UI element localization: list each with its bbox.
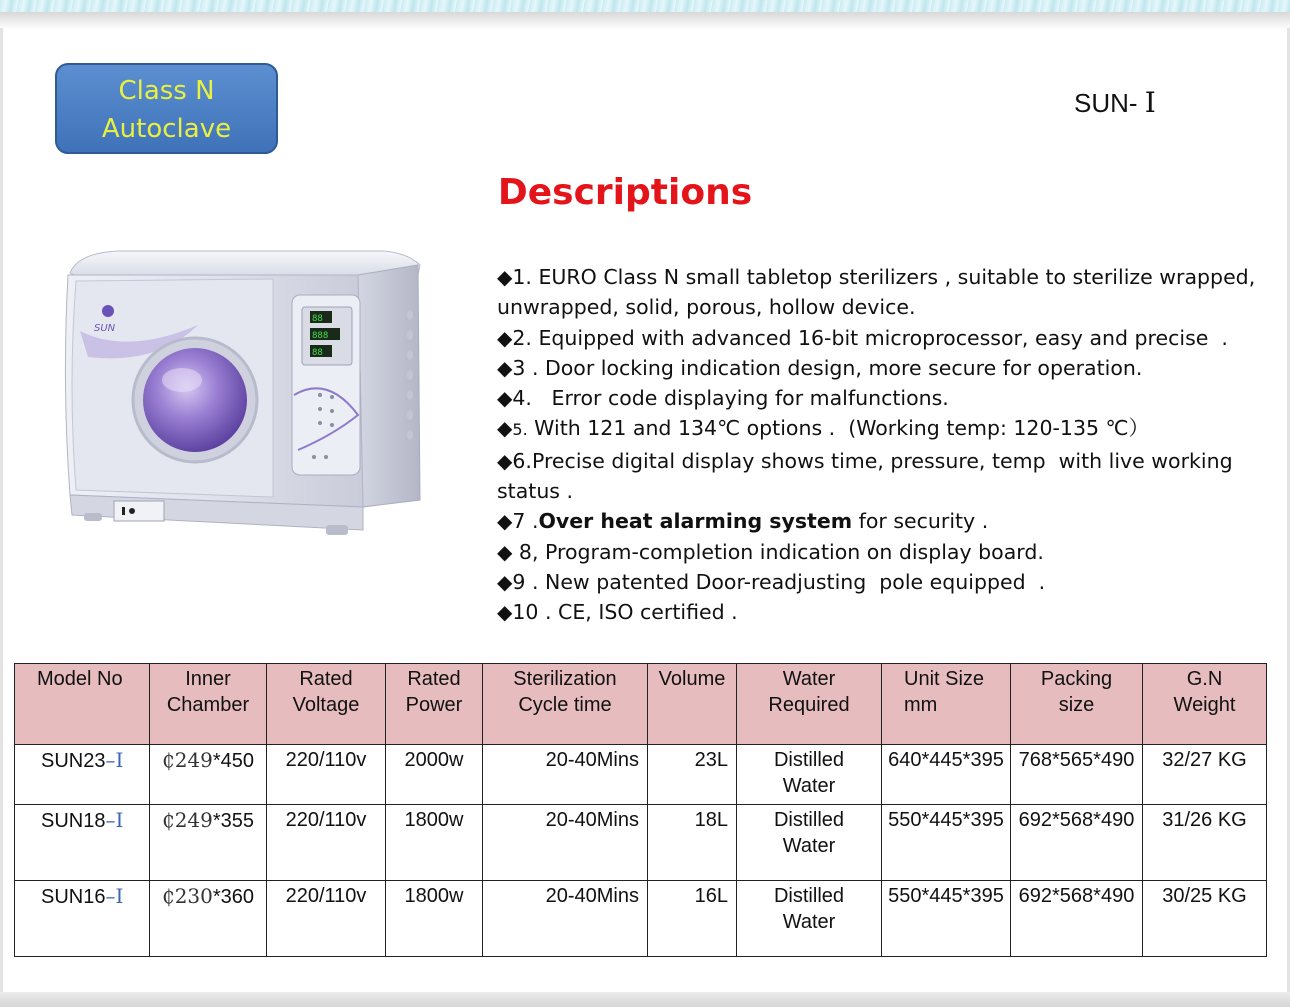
cell-weight: 31/26 KG [1143,805,1267,881]
cell-volume: 18L [648,805,737,881]
cell-packing-size: 768*565*490 [1011,745,1143,805]
cell-unit-size: 550*445*395 [882,881,1011,957]
descriptions-list [497,262,1267,628]
cell-cycle-time: 20-40Mins [483,805,648,881]
cell-model: SUN18–Ⅰ [15,805,150,881]
description-item-5: ◆5. With 121 and 134℃ options . (Working temp: 120-135 ℃） [497,416,1150,441]
cell-inner-chamber: ₵230*360 [150,881,267,957]
diamond-bullet-icon: ◆ [497,416,513,441]
table-header-row [15,664,1267,745]
diamond-bullet-icon: ◆ [497,265,513,289]
diamond-bullet-icon: ◆ [497,386,513,411]
cell-inner-chamber: ₵249*450 [150,745,267,805]
table-row [15,805,1267,881]
model-code [1074,86,1156,119]
header-water-required: Water Required [737,664,882,745]
cell-power: 1800w [386,881,483,957]
diamond-bullet-icon: ◆ [497,600,513,625]
svg-text:88: 88 [312,314,323,324]
header-weight: G.N Weight [1143,664,1267,745]
diamond-bullet-icon: ◆ [497,355,513,380]
cell-packing-size: 692*568*490 [1011,805,1143,881]
description-item-7: ◆7 .Over heat alarming system for security . [497,509,989,534]
header-model-no: Model No [15,664,150,745]
cell-voltage: 220/110v [267,881,386,957]
top-shadow [0,12,1290,30]
description-item-10: ◆10 . CE, ISO certified . [497,600,738,625]
cell-weight: 30/25 KG [1143,881,1267,957]
description-item-2: ◆2. Equipped with advanced 16-bit microprocessor, easy and precise . [497,325,1228,350]
cell-cycle-time: 20-40Mins [483,881,648,957]
diamond-bullet-icon: ◆ [497,509,513,534]
header-packing-size: Packing size [1011,664,1143,745]
svg-text:888: 888 [312,331,329,341]
cell-unit-size: 640*445*395 [882,745,1011,805]
descriptions-title [0,172,1250,213]
class-n-autoclave-badge [55,63,278,154]
cell-power: 2000w [386,745,483,805]
diamond-bullet-icon: ◆ [497,448,513,473]
model-code-prefix: SUN- [1074,88,1145,118]
diamond-bullet-icon: ◆ [497,325,513,350]
cell-voltage: 220/110v [267,805,386,881]
cell-unit-size: 550*445*395 [882,805,1011,881]
cell-weight: 32/27 KG [1143,745,1267,805]
cell-power: 1800w [386,805,483,881]
header-volume: Volume [648,664,737,745]
description-item-8: ◆ 8, Program-completion indication on display board. [497,539,1044,564]
table-row [15,745,1267,805]
description-item-4: ◆4. Error code displaying for malfunctions. [497,386,949,411]
cell-inner-chamber: ₵249*355 [150,805,267,881]
badge-line-1: Class N [118,76,215,106]
header-inner-chamber: Inner Chamber [150,664,267,745]
table-row [15,881,1267,957]
model-code-roman: Ⅰ [1144,86,1156,119]
cell-model: SUN16–Ⅰ [15,881,150,957]
svg-text:88: 88 [312,348,323,358]
cell-water: Distilled Water [737,805,882,881]
cell-model: SUN23–Ⅰ [15,745,150,805]
cell-water: Distilled Water [737,881,882,957]
specifications-table [14,663,1267,957]
header-rated-power: Rated Power [386,664,483,745]
description-item-9: ◆9 . New patented Door-readjusting pole equipped . [497,569,1046,594]
bottom-decor-band [0,992,1290,1007]
cell-cycle-time: 20-40Mins [483,745,648,805]
description-item-1: ◆1. EURO Class N small tabletop sterilizers , suitable to sterilize wrapped, unwrapped, solid, porous, hollow device. [497,265,1262,320]
autoclave-product-image [58,245,438,565]
cell-packing-size: 692*568*490 [1011,881,1143,957]
badge-line-2: Autoclave [101,114,232,144]
cell-water: Distilled Water [737,745,882,805]
diamond-bullet-icon: ◆ [497,569,513,594]
description-item-3: ◆3 . Door locking indication design, more secure for operation. [497,355,1143,380]
diamond-bullet-icon: ◆ [497,539,513,564]
cell-volume: 16L [648,881,737,957]
header-cycle-time: Sterilization Cycle time [483,664,648,745]
description-item-6: ◆6.Precise digital display shows time, pressure, temp with live working status . [497,448,1240,504]
descriptions-title-text: Descriptions [497,172,753,213]
cell-volume: 23L [648,745,737,805]
header-rated-voltage: Rated Voltage [267,664,386,745]
device-logo-text: SUN [94,323,116,334]
header-unit-size: Unit Size mm [882,664,1011,745]
top-decor-band [0,0,1290,12]
cell-voltage: 220/110v [267,745,386,805]
